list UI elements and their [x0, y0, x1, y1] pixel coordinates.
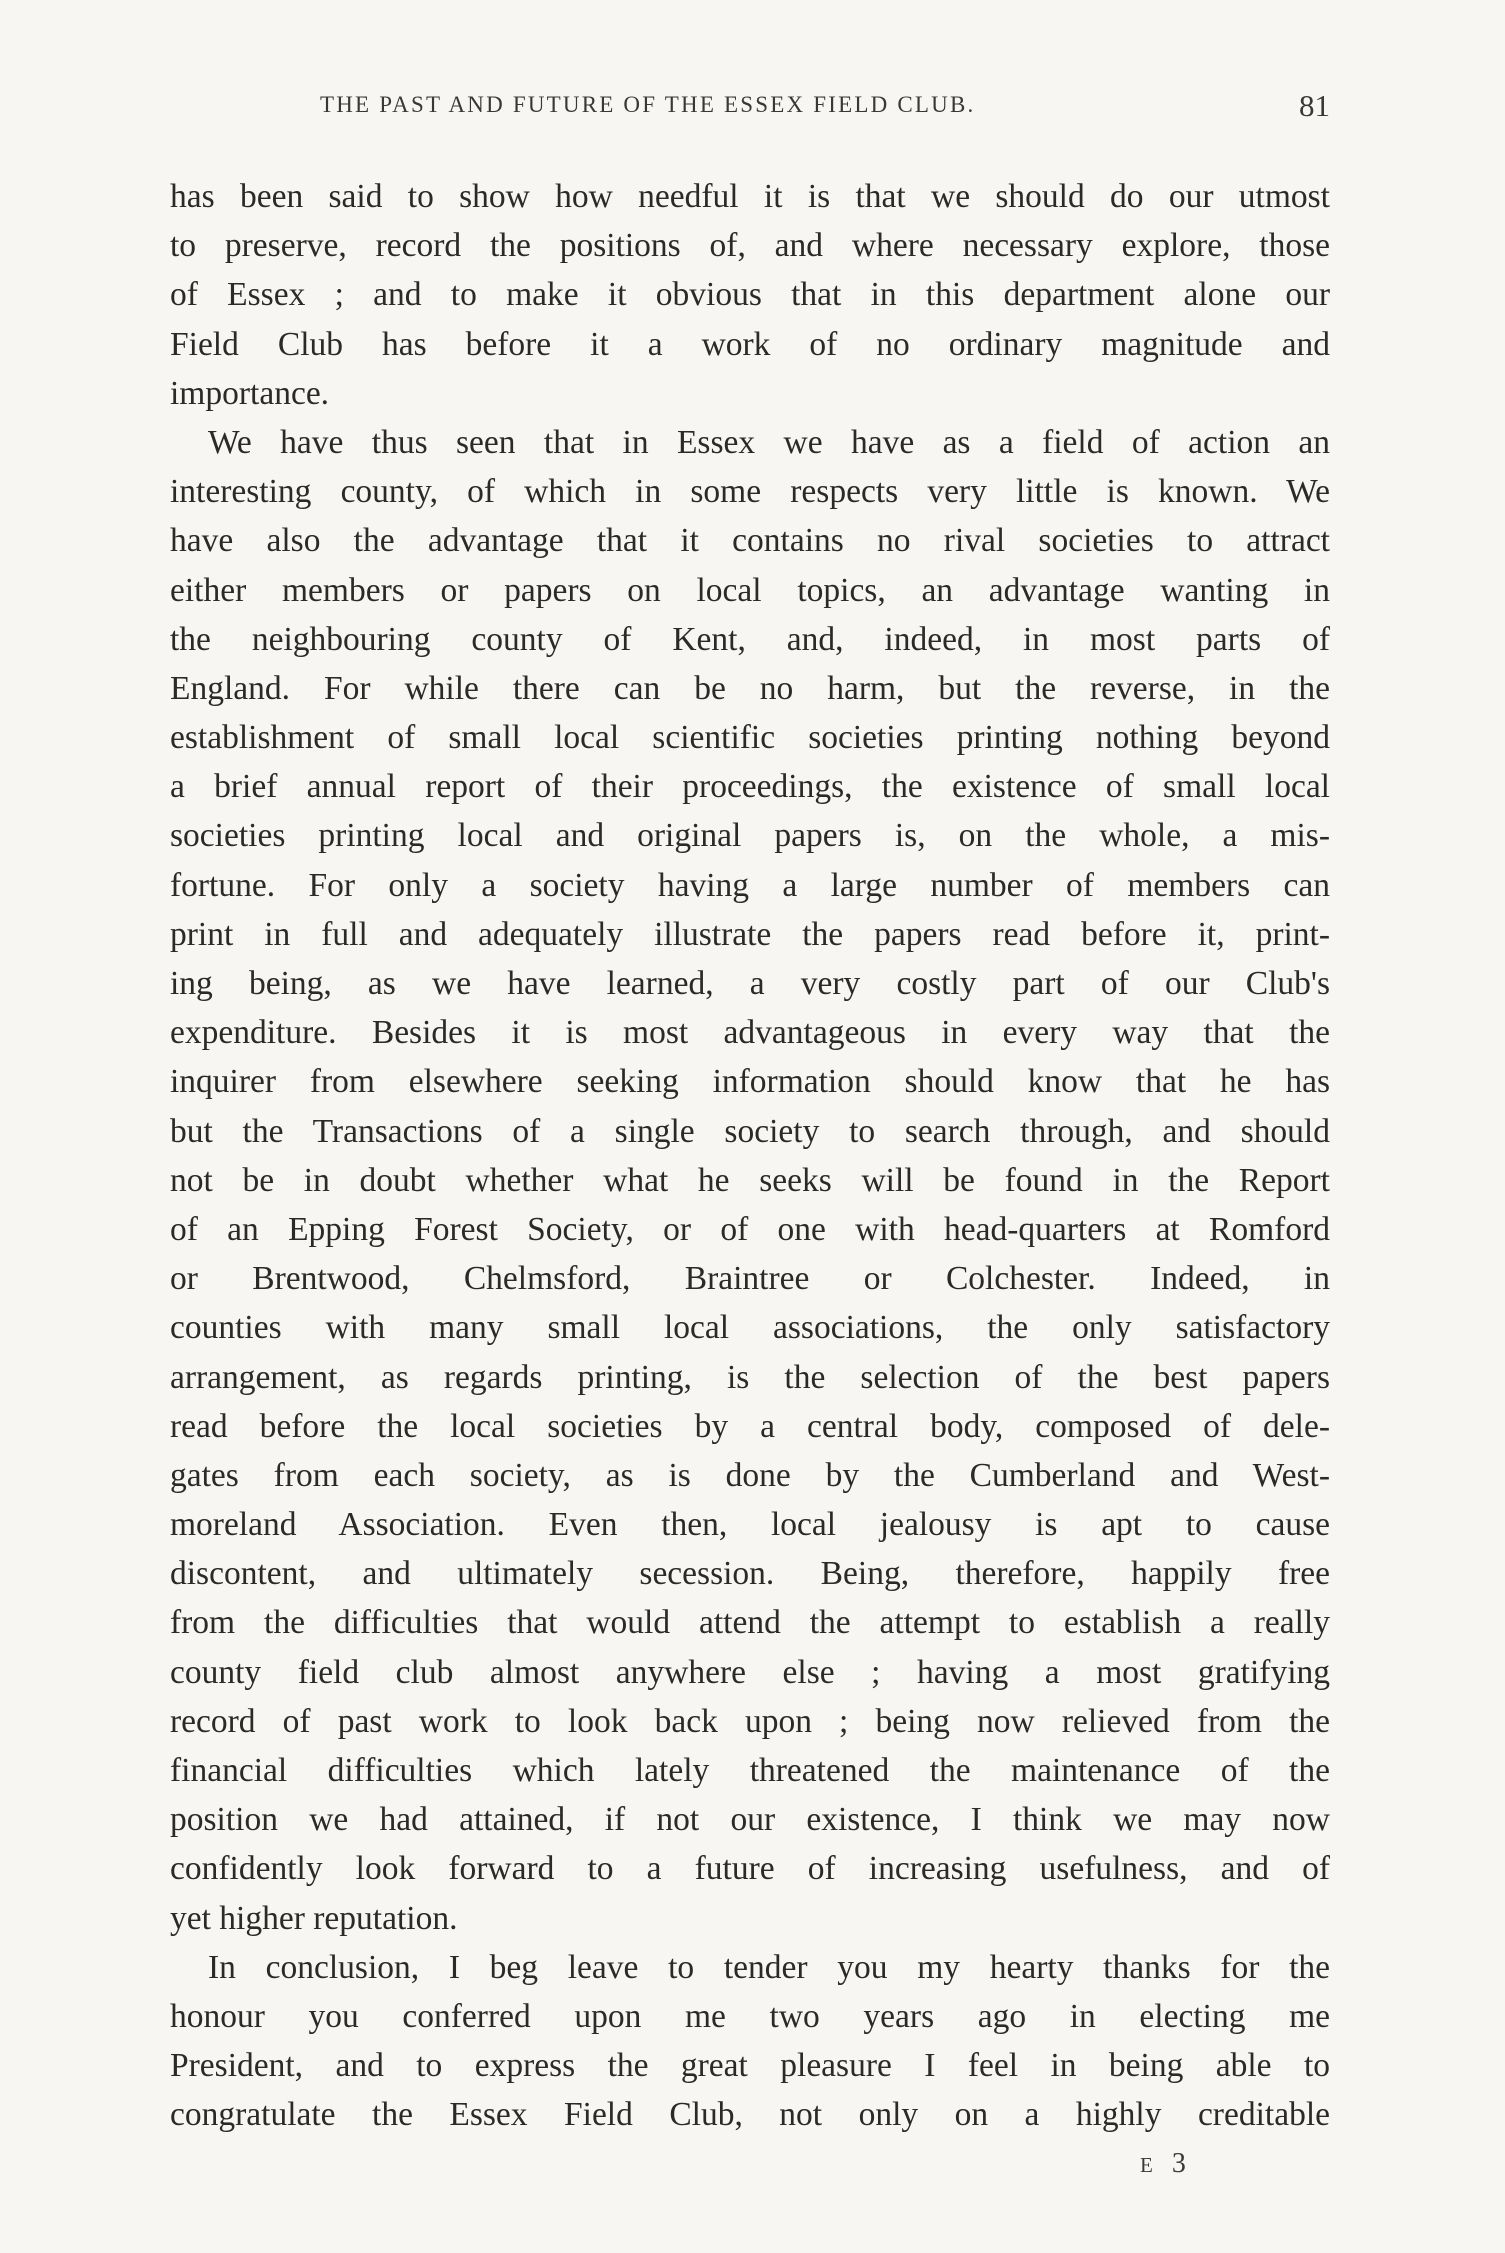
text-line: importance.: [170, 374, 330, 412]
text-line: confidently look forward to a future of increasing usefulness, and of: [170, 1850, 1330, 1888]
text-line: congratulate the Essex Field Club, not only on a highly creditable: [170, 2096, 1330, 2134]
text-line: have also the advantage that it contains no rival societies to attract: [170, 522, 1330, 560]
paragraph-first-line: In conclusion, I beg leave to tender you my hearty thanks for the: [208, 1948, 1330, 1986]
text-line: but the Transactions of a single society to search through, and should: [170, 1112, 1330, 1150]
signature-number: 3: [1171, 2148, 1192, 2179]
text-line: of Essex ; and to make it obvious that in this department alone our: [170, 276, 1330, 314]
text-line: honour you conferred upon me two years ago in electing me: [170, 1997, 1330, 2035]
text-line: to preserve, record the positions of, and where necessary explore, those: [170, 227, 1330, 265]
signature-letter: E: [1140, 2153, 1159, 2177]
page-number: 81: [1299, 88, 1330, 123]
text-line: Field Club has before it a work of no ordinary magnitude and: [170, 325, 1330, 363]
text-line: gates from each society, as is done by the Cumberland and West-: [170, 1456, 1330, 1494]
text-line: print in full and adequately illustrate the papers read before it, print-: [170, 915, 1330, 953]
text-line: read before the local societies by a central body, composed of dele-: [170, 1407, 1330, 1445]
text-line: a brief annual report of their proceedings, the existence of small local: [170, 768, 1330, 806]
text-line: not be in doubt whether what he seeks will be found in the Report: [170, 1161, 1330, 1199]
text-line: position we had attained, if not our existence, I think we may now: [170, 1801, 1330, 1839]
text-line: discontent, and ultimately secession. Being, therefore, happily free: [170, 1555, 1330, 1593]
text-line: President, and to express the great pleasure I feel in being able to: [170, 2047, 1330, 2085]
paragraph-first-line: We have thus seen that in Essex we have as a field of action an: [208, 423, 1330, 461]
text-line: record of past work to look back upon ; being now relieved from the: [170, 1702, 1330, 1740]
text-line: arrangement, as regards printing, is the selection of the best papers: [170, 1358, 1330, 1396]
text-line: establishment of small local scientific societies printing nothing beyond: [170, 719, 1330, 757]
text-line: from the difficulties that would attend the attempt to establish a really: [170, 1604, 1330, 1642]
body-text: [170, 172, 1330, 2140]
text-line: or Brentwood, Chelmsford, Braintree or Colchester. Indeed, in: [170, 1260, 1330, 1298]
page-header: [170, 88, 1330, 128]
text-line: county field club almost anywhere else ; having a most gratifying: [170, 1653, 1330, 1691]
text-line: inquirer from elsewhere seeking information should know that he has: [170, 1063, 1330, 1101]
text-line: financial difficulties which lately threatened the maintenance of the: [170, 1752, 1330, 1789]
signature-mark: [1140, 2148, 1192, 2180]
text-line: yet higher reputation.: [170, 1899, 458, 1937]
text-line: societies printing local and original papers is, on the whole, a mis-: [170, 817, 1330, 855]
text-line: expenditure. Besides it is most advantageous in every way that the: [170, 1014, 1330, 1052]
text-line: England. For while there can be no harm, but the reverse, in the: [170, 669, 1330, 707]
text-line: moreland Association. Even then, local jealousy is apt to cause: [170, 1506, 1330, 1544]
text-line: has been said to show how needful it is that we should do our utmost: [170, 178, 1330, 215]
text-line: fortune. For only a society having a large number of members can: [170, 866, 1330, 904]
running-head: THE PAST AND FUTURE OF THE ESSEX FIELD CLUB.: [320, 92, 976, 117]
text-line: counties with many small local associations, the only satisfactory: [170, 1309, 1330, 1347]
text-line: interesting county, of which in some respects very little is known. We: [170, 473, 1330, 511]
text-line: the neighbouring county of Kent, and, indeed, in most parts of: [170, 620, 1330, 658]
text-line: ing being, as we have learned, a very costly part of our Club's: [170, 965, 1330, 1002]
text-line: either members or papers on local topics, an advantage wanting in: [170, 571, 1330, 609]
text-line: of an Epping Forest Society, or of one with head-quarters at Romford: [170, 1210, 1330, 1248]
